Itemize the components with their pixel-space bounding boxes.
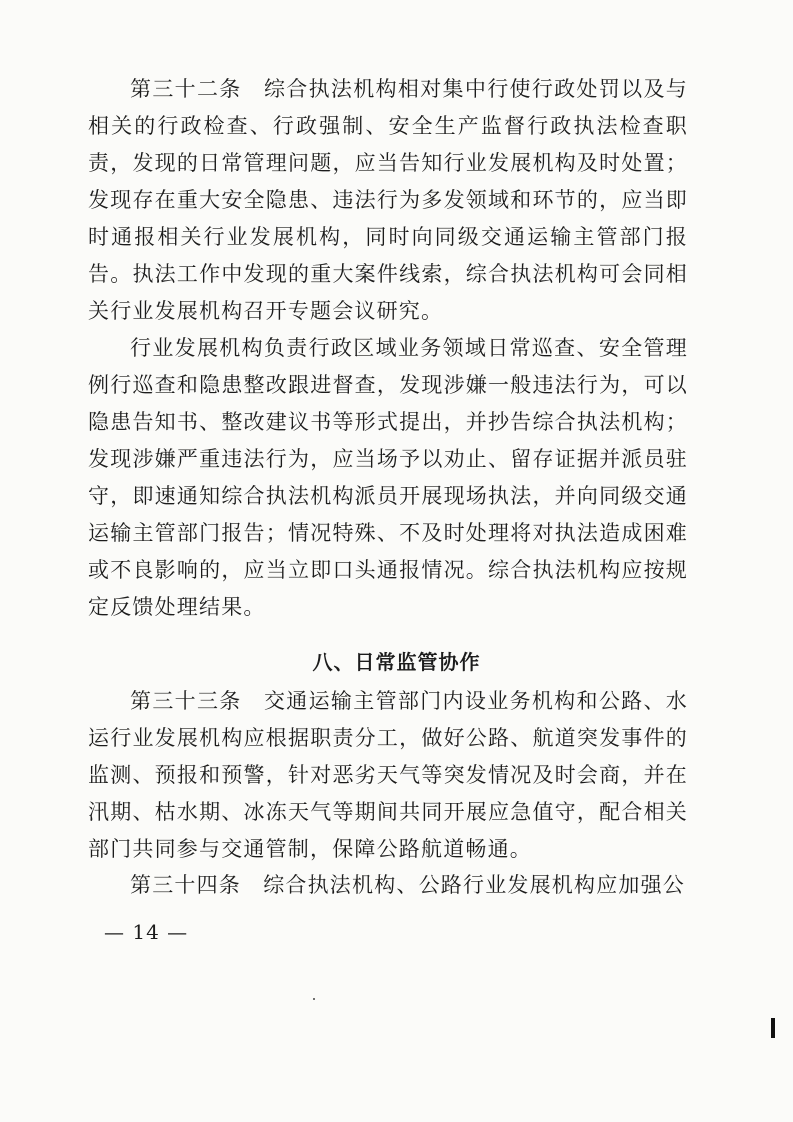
section-heading: 八、日常监管协作 bbox=[312, 650, 481, 674]
scan-speck bbox=[313, 998, 315, 1000]
page-number: — 14 — bbox=[104, 920, 189, 944]
scan-edge-mark bbox=[771, 1018, 775, 1038]
paragraph-industry-agency-duties: 行业发展机构负责行政区域业务领域日常巡查、安全管理例行巡查和隐患整改跟进督查，发现涉嫌一般违法行为，可以隐患告知书、整改建议书等形式提出，并抄告综合执法机构；发现涉嫌严重违法行为，应当场予以劝止、留存证据并派员驻守，即速通知综合执法机构派员开展现场执法，并向同级交通运输主管部门报告；情况特殊、不及时处理将对执法造成困难或不良影响的，应当立即口头通报情况。综合执法机构应按规定反馈处理结果。 bbox=[88, 336, 688, 619]
paragraph-article-32: 第三十二条 综合执法机构相对集中行使行政处罚以及与相关的行政检查、行政强制、安全生产监督行政执法检查职责，发现的日常管理问题，应当告知行业发展机构及时处置；发现存在重大安全隐患、违法行为多发领域和环节的，应当即时通报相关行业发展机构，同时向同级交通运输主管部门报告。执法工作中发现的重大案件线索，综合执法机构可会同相关行业发展机构召开专题会议研究。 bbox=[88, 77, 688, 323]
paragraph-article-34: 第三十四条 综合执法机构、公路行业发展机构应加强公 bbox=[130, 873, 685, 897]
paragraph-article-33: 第三十三条 交通运输主管部门内设业务机构和公路、水运行业发展机构应根据职责分工，做好公路、航道突发事件的监测、预报和预警，针对恶劣天气等突发情况及时会商，并在汛期、枯水期、冰冻天气等期间共同开展应急值守，配合相关部门共同参与交通管制，保障公路航道畅通。 bbox=[88, 689, 688, 861]
